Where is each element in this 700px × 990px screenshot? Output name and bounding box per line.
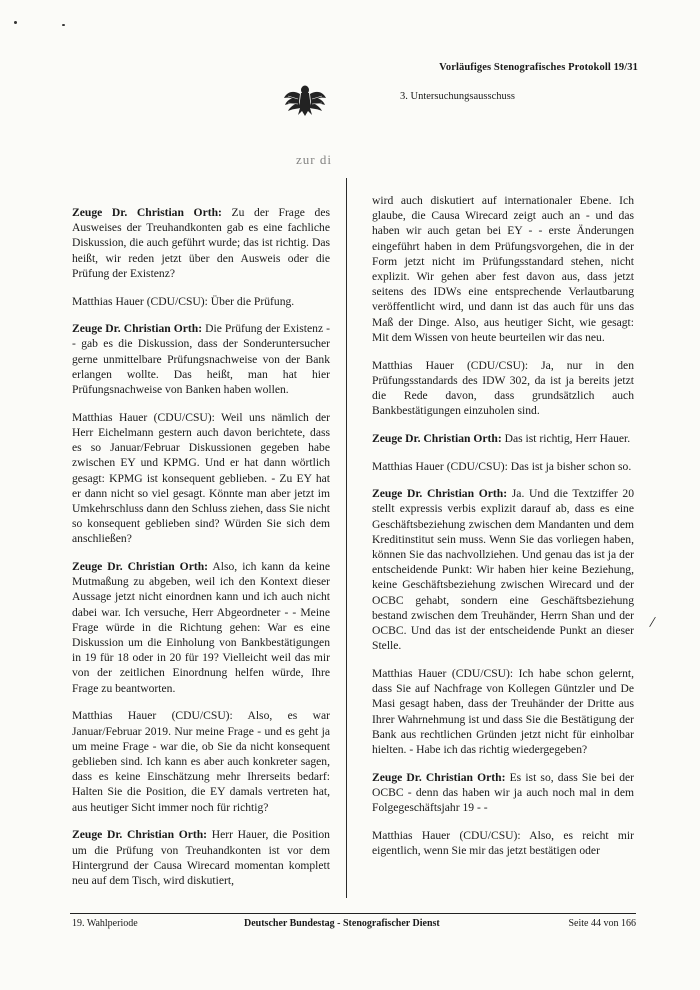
speaker-name: Zeuge Dr. Christian Orth: [72, 560, 209, 574]
speaker-name: Matthias Hauer [72, 709, 157, 723]
speaker-name: Zeuge Dr. Christian Orth: [372, 770, 506, 784]
transcript-paragraph [72, 559, 330, 696]
left-column [72, 205, 330, 901]
speech-text: Das ist richtig, Herr Hauer. [501, 431, 631, 445]
footer-page-number: Seite 44 von 166 [568, 918, 636, 929]
speaker-name: Matthias Hauer [72, 294, 144, 308]
speech-text: (CDU/CSU): Also, es war Januar/Februar 2019. Nur meine Frage - und es geht ja um meine Frage - war die, ob Sie da nicht konsequent geblieben sind. Ich kann es aber auch konkreter sagen, dass es keine Einschätzung mehr Ihrerseits bedarf: Halten Sie die Position, die EY damals vertreten hat, aus heutiger Sicht immer noch für richtig? [72, 709, 330, 814]
transcript-paragraph [372, 828, 634, 858]
speech-text: Also, ich kann da keine Mutmaßung zu abgeben, weil ich den Kontext dieser Aussage jetzt nicht einordnen kann und ich auch nicht dabei war. Ich versuche, Herr Abgeordneter - - Meine Frage würde in die Richtung gehen: War es eine Diskussion um die Einholung von Bankbestätigungen in 19 für 18 oder in 20 für 19? Vielleicht weil das mir von der zeitlichen Einordnung helfen würde, Ihre Frage zu beantworten. [72, 560, 331, 695]
scan-speck [14, 21, 17, 24]
transcript-paragraph [72, 410, 330, 547]
speech-text: (CDU/CSU): Das ist ja bisher schon so. [443, 459, 632, 473]
speaker-name: Zeuge Dr. Christian Orth: [72, 206, 222, 219]
speech-text: Ja. Und die Textziffer 20 stellt expressis verbis explizit darauf ab, dass es eine Geschäftsbeziehung zwischen dem Mandanten und dem Kreditinstitut sein muss. Wenn Sie das vorliegen haben, können Sie das nachvollziehen. Und genau das ist ja der entscheidende Punkt: Wir haben hier keine Beziehung, keine Geschäftsbeziehung zwischen Wirecard und der OCBC gehabt, sondern eine Geschäftsbeziehung bestand zwischen dem Treuhänder, Herrn Shan und der OCBC. Und das ist der entscheidende Punkt an dieser Stelle. [372, 487, 634, 653]
speech-text: (CDU/CSU): Weil uns nämlich der Herr Eichelmann gestern auch davon berichtete, dass es so Januar/Februar Diskussionen gegeben habe zwischen EY und KPMG. Und er hat dann wörtlich gesagt: KPMG ist konsequent geblieben. - Zu EY hat er dann nicht so viel gesagt. Könnte man aber jetzt im Umkehrschluss dann den Schluss ziehen, dass Sie nicht so konsequent geblieben sind? Würden Sie sich dem anschließen? [72, 410, 330, 546]
column-divider [346, 178, 347, 898]
speech-text: Es ist so, dass Sie bei der OCBC - denn das haben wir ja auch noch mal in dem Folgegeschäftsjahr 19 - - [372, 770, 634, 815]
footer-rule [70, 913, 636, 914]
bundestag-eagle-icon [283, 80, 327, 118]
margin-annotation: / [648, 613, 657, 632]
speech-text: (CDU/CSU): Über die Prüfung. [143, 294, 295, 308]
speaker-name: Zeuge Dr. Christian Orth: [372, 487, 508, 501]
speech-text: Zu der Frage des Ausweises der Treuhandkonten gab es eine fachliche Diskussion, die auch geführt wurde; das ist richtig. Das heißt, wir reden jetzt über den Ausweis oder die Prüfung der Existenz? [72, 206, 330, 280]
transcript-paragraph [72, 708, 330, 814]
transcript-paragraph [372, 486, 634, 653]
right-column [372, 193, 634, 871]
speech-text: (CDU/CSU): Also, es reicht mir eigentlich, wenn Sie mir das jetzt bestätigen oder [372, 828, 635, 858]
transcript-paragraph [72, 294, 330, 309]
transcript-paragraph [372, 666, 634, 757]
transcript-paragraph [72, 827, 330, 888]
speaker-name: Matthias Hauer [372, 459, 444, 473]
speech-text: Die Prüfung der Existenz - - gab es die Diskussion, dass der Sonderuntersucher gerne unmittelbare Prüfungsnachweise von der Bank erlangen wollte. Das heißt, man hat hier Prüfungsnachweise von Banken haben wollen. [72, 322, 330, 397]
speaker-name: Matthias Hauer [372, 666, 447, 680]
transcript-paragraph [372, 193, 634, 345]
footer-service: Deutscher Bundestag - Stenografischer Dienst [244, 918, 440, 929]
speech-text: Herr Hauer, die Position um die Prüfung von Treuhandkonten ist vor dem Hintergrund der Causa Wirecard momentan komplett neu auf dem Tisch, wird diskutiert, [72, 828, 330, 887]
transcript-paragraph [372, 770, 634, 816]
speaker-name: Matthias Hauer [72, 410, 148, 424]
protocol-title: Vorläufiges Stenografisches Protokoll 19/31 [439, 62, 638, 73]
speech-text: (CDU/CSU): Ja, nur in den Prüfungsstandards des IDW 302, da ist ja bereits jetzt die Rede davon, dass grundsätzlich auch Bankbestätigungen einzuholen sind. [372, 358, 634, 418]
speaker-name: Zeuge Dr. Christian Orth: [72, 828, 208, 842]
committee-name: 3. Untersuchungsausschuss [400, 91, 515, 102]
footer-period: 19. Wahlperiode [72, 918, 138, 929]
speaker-name: Matthias Hauer [372, 358, 454, 372]
speech-text: (CDU/CSU): Ich habe schon gelernt, dass Sie auf Nachfrage von Kollegen Güntzler und De Masi gesagt haben, dass der Treuhänder der Dritte aus Ihrer Wahrnehmung ist und dass Sie die Bestätigung der Bank aus rechtlichen Gründen jetzt nicht für einholbar hielten. - Habe ich das richtig wiedergegeben? [372, 666, 635, 756]
speaker-name: Zeuge Dr. Christian Orth: [372, 431, 502, 445]
speaker-name: Zeuge Dr. Christian Orth: [72, 322, 203, 336]
bleed-fragment: zur di [296, 152, 332, 167]
transcript-paragraph [372, 431, 634, 446]
bleed-through-text [296, 152, 332, 168]
transcript-paragraph [72, 205, 330, 281]
speech-text: wird auch diskutiert auf internationaler Ebene. Ich glaube, die Causa Wirecard zeigt auch an - und das haben wir auch getan bei EY - - erste Änderungen eingeführt haben in dem Prüfungsvorgehen, die in der Form jetzt nicht im Prüfungsstandard stehen, nicht explizit. Wir gehen aber fest davon aus, dass jetzt seitens des IDWs eine entsprechende Verlautbarung veröffentlicht wird, und dann ist das auch für uns das Maß der Dinge. Also, aus heutiger Sicht, wie gesagt: Mit dem Wissen von heute beurteilen wir das neu. [372, 194, 634, 344]
transcript-paragraph [72, 321, 330, 397]
scan-speck [62, 24, 65, 26]
transcript-paragraph [372, 358, 634, 419]
speaker-name: Matthias Hauer [372, 828, 451, 842]
transcript-paragraph [372, 459, 634, 474]
